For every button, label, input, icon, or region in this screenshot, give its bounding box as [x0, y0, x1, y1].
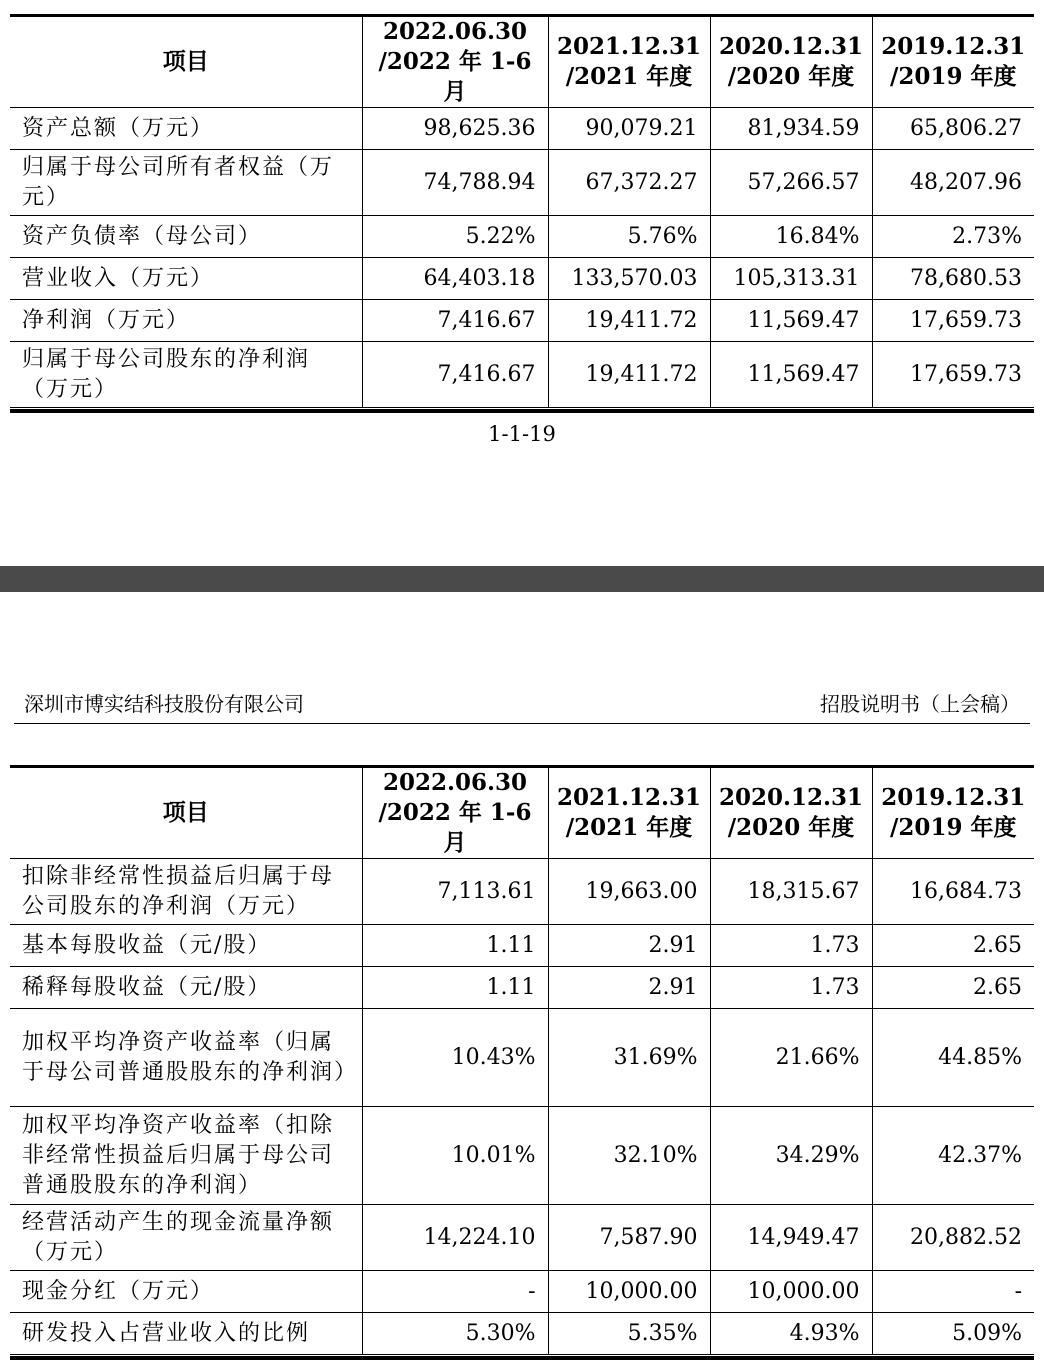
cell-value: 17,659.73: [872, 342, 1034, 408]
table-row: [10, 258, 1034, 300]
cell-value: 18,315.67: [710, 859, 872, 925]
cell-value: 5.35%: [548, 1313, 710, 1355]
table-row: [10, 300, 1034, 342]
table-row: [10, 1009, 1034, 1107]
cell-value: 105,313.31: [710, 258, 872, 300]
cell-value: 7,416.67: [362, 342, 548, 408]
header-col4: 2019.12.31 /2019 年度: [872, 768, 1034, 859]
cell-value: 78,680.53: [872, 258, 1034, 300]
table-row: [10, 925, 1034, 967]
row-label: 归属于母公司股东的净利润（万元）: [10, 342, 362, 408]
table-1-body: [10, 108, 1034, 408]
table-header-row: [10, 768, 1034, 859]
cell-value: 19,411.72: [548, 300, 710, 342]
cell-value: 10.01%: [362, 1107, 548, 1205]
row-label: 稀释每股收益（元/股）: [10, 967, 362, 1009]
page-1: [0, 0, 1044, 566]
header-rule: [14, 723, 1030, 724]
cell-value: 5.22%: [362, 216, 548, 258]
cell-value: 42.37%: [872, 1107, 1034, 1205]
header-col2: 2021.12.31 /2021 年度: [548, 768, 710, 859]
row-label: 经营活动产生的现金流量净额（万元）: [10, 1205, 362, 1271]
row-label: 加权平均净资产收益率（扣除非经常性损益后归属于母公司普通股股东的净利润）: [10, 1107, 362, 1205]
table-row: [10, 859, 1034, 925]
cell-value: 10.43%: [362, 1009, 548, 1107]
cell-value: 2.91: [548, 925, 710, 967]
cell-value: 14,224.10: [362, 1205, 548, 1271]
header-item: 项目: [10, 17, 362, 108]
table-row: [10, 967, 1034, 1009]
header-col1: 2022.06.30 /2022 年 1-6 月: [362, 768, 548, 859]
row-label: 研发投入占营业收入的比例: [10, 1313, 362, 1355]
row-label: 净利润（万元）: [10, 300, 362, 342]
cell-value: 20,882.52: [872, 1205, 1034, 1271]
cell-value: 5.09%: [872, 1313, 1034, 1355]
table-row: [10, 1271, 1034, 1313]
header-col2: 2021.12.31 /2021 年度: [548, 17, 710, 108]
cell-value: 133,570.03: [548, 258, 710, 300]
cell-value: 31.69%: [548, 1009, 710, 1107]
page-number: 1-1-19: [488, 422, 556, 446]
cell-value: 32.10%: [548, 1107, 710, 1205]
table-row: [10, 1313, 1034, 1355]
cell-value: 34.29%: [710, 1107, 872, 1205]
cell-value: -: [362, 1271, 548, 1313]
header-col1: 2022.06.30 /2022 年 1-6 月: [362, 17, 548, 108]
cell-value: 1.11: [362, 967, 548, 1009]
cell-value: 67,372.27: [548, 150, 710, 216]
table-row: [10, 342, 1034, 408]
cell-value: 2.65: [872, 967, 1034, 1009]
table-bottom-rule: [10, 409, 1034, 413]
header-document-title: 招股说明书（上会稿）: [820, 692, 1020, 716]
cell-value: 57,266.57: [710, 150, 872, 216]
header-col3: 2020.12.31 /2020 年度: [710, 768, 872, 859]
cell-value: 16,684.73: [872, 859, 1034, 925]
cell-value: 64,403.18: [362, 258, 548, 300]
header-col3: 2020.12.31 /2020 年度: [710, 17, 872, 108]
financial-table-2: [10, 768, 1034, 1355]
table-header-row: [10, 17, 1034, 108]
row-label: 归属于母公司所有者权益（万元）: [10, 150, 362, 216]
header-company-name: 深圳市博实结科技股份有限公司: [24, 692, 304, 716]
cell-value: 17,659.73: [872, 300, 1034, 342]
cell-value: 10,000.00: [710, 1271, 872, 1313]
cell-value: 7,587.90: [548, 1205, 710, 1271]
cell-value: 44.85%: [872, 1009, 1034, 1107]
table-row: [10, 216, 1034, 258]
row-label: 基本每股收益（元/股）: [10, 925, 362, 967]
cell-value: 81,934.59: [710, 108, 872, 150]
cell-value: 1.73: [710, 925, 872, 967]
cell-value: 5.76%: [548, 216, 710, 258]
cell-value: -: [872, 1271, 1034, 1313]
page-2: [0, 592, 1044, 1354]
cell-value: 48,207.96: [872, 150, 1034, 216]
row-label: 现金分红（万元）: [10, 1271, 362, 1313]
cell-value: 65,806.27: [872, 108, 1034, 150]
cell-value: 19,411.72: [548, 342, 710, 408]
table-row: [10, 150, 1034, 216]
cell-value: 2.91: [548, 967, 710, 1009]
cell-value: 2.65: [872, 925, 1034, 967]
table-row: [10, 1205, 1034, 1271]
cell-value: 90,079.21: [548, 108, 710, 150]
row-label: 资产总额（万元）: [10, 108, 362, 150]
row-label: 资产负债率（母公司）: [10, 216, 362, 258]
table-row: [10, 1107, 1034, 1205]
header-item: 项目: [10, 768, 362, 859]
table-row: [10, 108, 1034, 150]
cell-value: 2.73%: [872, 216, 1034, 258]
financial-table-1: [10, 17, 1034, 408]
cell-value: 16.84%: [710, 216, 872, 258]
row-label: 扣除非经常性损益后归属于母公司股东的净利润（万元）: [10, 859, 362, 925]
header-col4: 2019.12.31 /2019 年度: [872, 17, 1034, 108]
cell-value: 14,949.47: [710, 1205, 872, 1271]
cell-value: 21.66%: [710, 1009, 872, 1107]
cell-value: 11,569.47: [710, 342, 872, 408]
page-separator: [0, 566, 1044, 592]
cell-value: 4.93%: [710, 1313, 872, 1355]
cell-value: 98,625.36: [362, 108, 548, 150]
table-bottom-rule: [10, 1356, 1034, 1360]
cell-value: 5.30%: [362, 1313, 548, 1355]
row-label: 加权平均净资产收益率（归属于母公司普通股股东的净利润）: [10, 1009, 362, 1107]
row-label: 营业收入（万元）: [10, 258, 362, 300]
cell-value: 7,113.61: [362, 859, 548, 925]
cell-value: 19,663.00: [548, 859, 710, 925]
cell-value: 10,000.00: [548, 1271, 710, 1313]
cell-value: 7,416.67: [362, 300, 548, 342]
cell-value: 1.73: [710, 967, 872, 1009]
cell-value: 11,569.47: [710, 300, 872, 342]
table-2-body: [10, 859, 1034, 1355]
cell-value: 74,788.94: [362, 150, 548, 216]
cell-value: 1.11: [362, 925, 548, 967]
